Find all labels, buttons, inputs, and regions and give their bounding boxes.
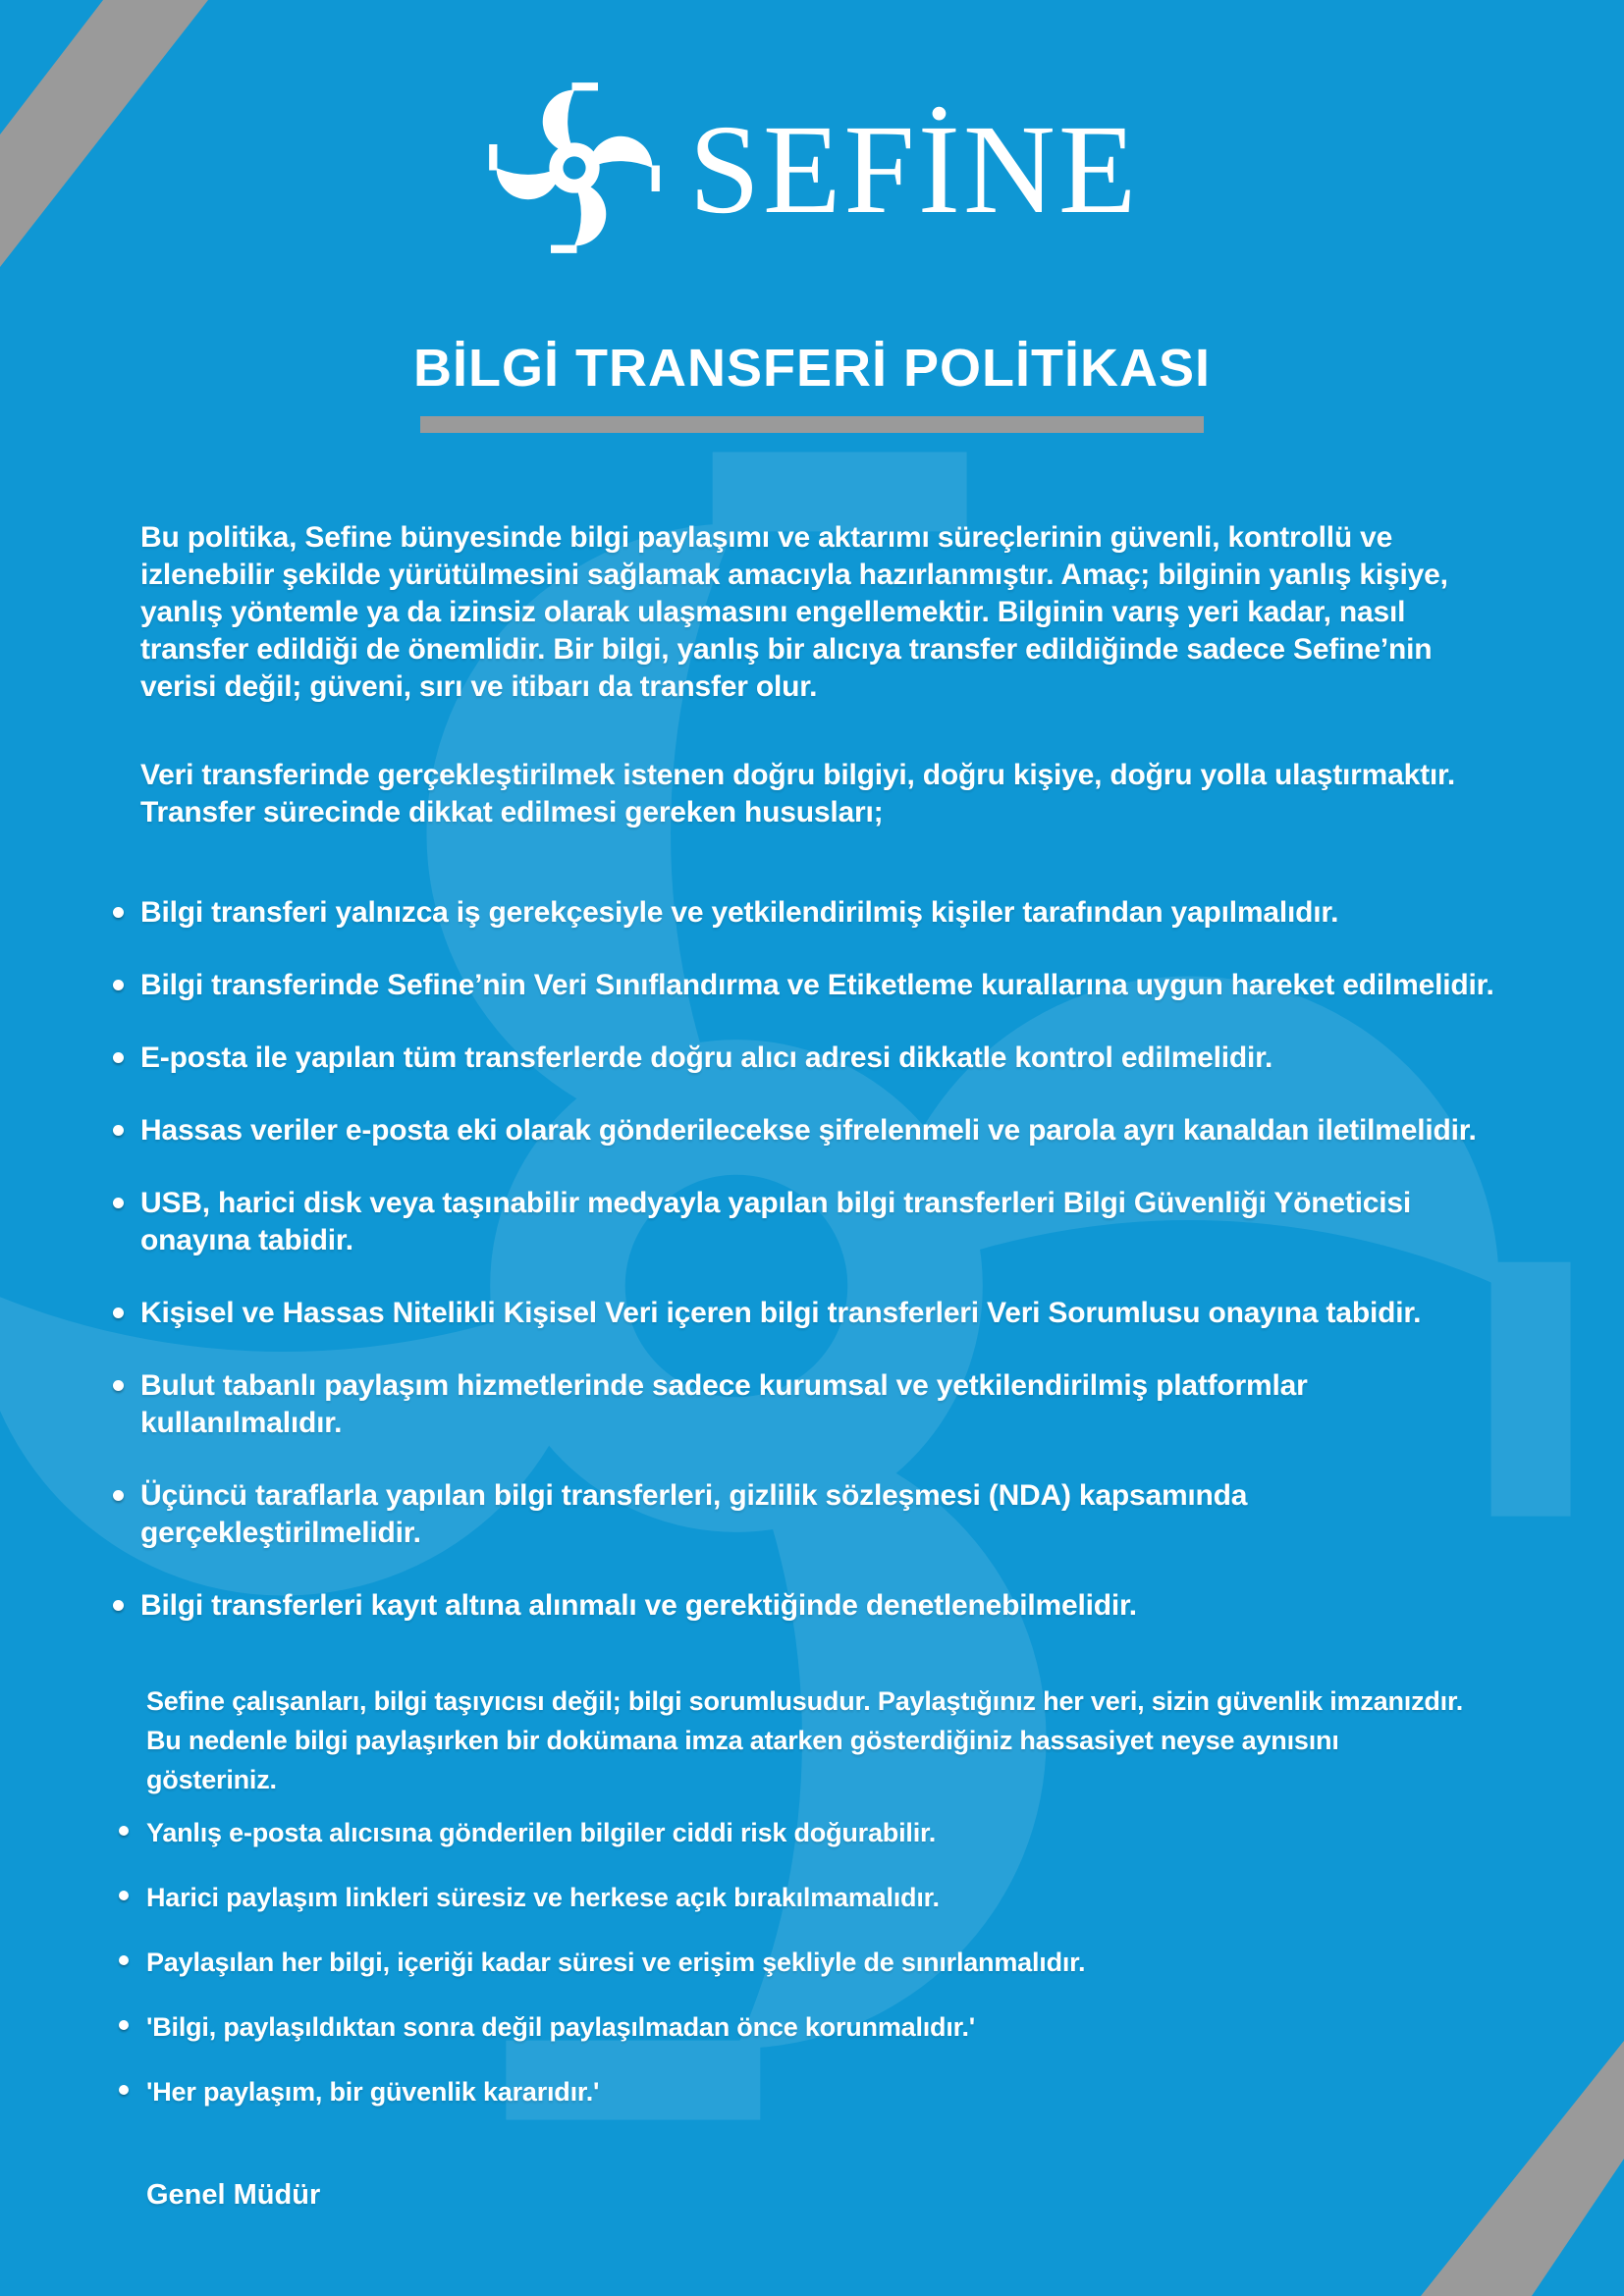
list-item-text: Bulut tabanlı paylaşım hizmetlerinde sadece kurumsal ve yetkilendirilmiş platformlar kullanılmalıdır. xyxy=(140,1369,1308,1439)
bullet-icon xyxy=(119,2020,129,2030)
signature-title: Genel Müdür xyxy=(146,2179,321,2211)
list-item xyxy=(140,1112,1515,1149)
list-item-text: Bilgi transferinde Sefine’nin Veri Sınıflandırma ve Etiketleme kurallarına uygun hareket edilmelidir. xyxy=(140,969,1494,1001)
intro-paragraph: Veri transferinde gerçekleştirilmek istenen doğru bilgiyi, doğru kişiye, doğru yolla ulaştırmaktır. Transfer sürecinde dikkat edilmesi gereken hususları; xyxy=(140,759,1455,828)
list-item xyxy=(140,967,1515,1004)
list-item xyxy=(140,1477,1515,1552)
list-item-text: 'Her paylaşım, bir güvenlik kararıdır.' xyxy=(146,2077,600,2107)
principles-list xyxy=(146,1815,1523,2109)
list-item-text: Bilgi transferi yalnızca iş gerekçesiyle ve yetkilendirilmiş kişiler tarafından yapılmalıdır. xyxy=(140,896,1339,929)
list-item xyxy=(140,1367,1515,1442)
intro-paragraph: Bu politika, Sefine bünyesinde bilgi paylaşımı ve aktarımı süreçlerinin güvenli, kontrollü ve izlenebilir şekilde yürütülmesini sağlamak amacıyla hazırlanmıştır. Amaç; bilginin yanlış kişiye, yanlış yöntemle ya da izinsiz olarak ulaşmasını engellemektir. Bilginin varış yeri kadar, nasıl transfer edildiği de önemlidir. Bir bilgi, yanlış bir alıcıya transfer edildiğinde sadece Sefine’nin verisi değil; güveni, sırı ve itibarı da transfer olur. xyxy=(140,521,1448,703)
bullet-icon xyxy=(119,2085,129,2095)
bullet-icon xyxy=(113,907,124,918)
sefine-pinwheel-logo-icon xyxy=(485,77,664,259)
list-item-text: Hassas veriler e-posta eki olarak gönderilecekse şifrelenmeli ve parola ayrı kanaldan iletilmelidir. xyxy=(140,1114,1477,1147)
brand-name: SEFİNE xyxy=(688,99,1140,240)
bullet-icon xyxy=(113,1600,124,1611)
list-item xyxy=(140,1295,1515,1332)
bullet-icon xyxy=(119,1826,129,1836)
list-item xyxy=(140,1185,1515,1259)
list-item xyxy=(146,1945,1501,1980)
list-item-text: Yanlış e-posta alıcısına gönderilen bilgiler ciddi risk doğurabilir. xyxy=(146,1818,937,1847)
list-item-text: Paylaşılan her bilgi, içeriği kadar süresi ve erişim şekliyle de sınırlanmalıdır. xyxy=(146,1948,1086,1977)
list-item-text: Harici paylaşım linkleri süresiz ve herkese açık bırakılmamalıdır. xyxy=(146,1883,940,1912)
list-item xyxy=(146,2009,1501,2045)
list-item xyxy=(140,894,1515,932)
bullet-icon xyxy=(113,1125,124,1136)
list-item-text: Üçüncü taraflarla yapılan bilgi transferleri, gizlilik sözleşmesi (NDA) kapsamında gerçekleştirilmelidir. xyxy=(140,1479,1248,1549)
bullet-icon xyxy=(113,1198,124,1208)
policy-content xyxy=(140,519,1523,2212)
transfer-rules-list xyxy=(140,894,1523,1625)
bullet-icon xyxy=(113,1380,124,1391)
bullet-icon xyxy=(119,1891,129,1900)
responsibility-note: Sefine çalışanları, bilgi taşıyıcısı değil; bilgi sorumlusudur. Paylaştığınız her veri, sizin güvenlik imzanızdır. Bu nedenle bilgi paylaşırken bir dokümana imza atarken gösterdiğiniz hassasiyet neyse aynısını gösteriniz. xyxy=(146,1686,1464,1794)
list-item xyxy=(146,1880,1501,1915)
bullet-icon xyxy=(113,980,124,990)
list-item-text: 'Bilgi, paylaşıldıktan sonra değil paylaşılmadan önce korunmalıdır.' xyxy=(146,2012,975,2042)
bullet-icon xyxy=(113,1308,124,1318)
bullet-icon xyxy=(113,1052,124,1063)
page-title: BİLGİ TRANSFERİ POLİTİKASI xyxy=(412,339,1211,398)
list-item xyxy=(146,2074,1501,2109)
bullet-icon xyxy=(113,1490,124,1501)
list-item-text: Kişisel ve Hassas Nitelikli Kişisel Veri içeren bilgi transferleri Veri Sorumlusu onayına tabidir. xyxy=(140,1297,1422,1329)
list-item xyxy=(146,1815,1501,1850)
list-item xyxy=(140,1587,1515,1625)
brand-header xyxy=(0,77,1624,259)
list-item-text: E-posta ile yapılan tüm transferlerde doğru alıcı adresi dikkatle kontrol edilmelidir. xyxy=(140,1041,1273,1074)
title-underline-bar xyxy=(420,416,1204,433)
list-item-text: Bilgi transferleri kayıt altına alınmalı ve gerektiğinde denetlenebilmelidir. xyxy=(140,1589,1137,1622)
list-item-text: USB, harici disk veya taşınabilir medyayla yapılan bilgi transferleri Bilgi Güvenliği Yöneticisi onayına tabidir. xyxy=(140,1187,1412,1256)
list-item xyxy=(140,1040,1515,1077)
bullet-icon xyxy=(119,1955,129,1965)
